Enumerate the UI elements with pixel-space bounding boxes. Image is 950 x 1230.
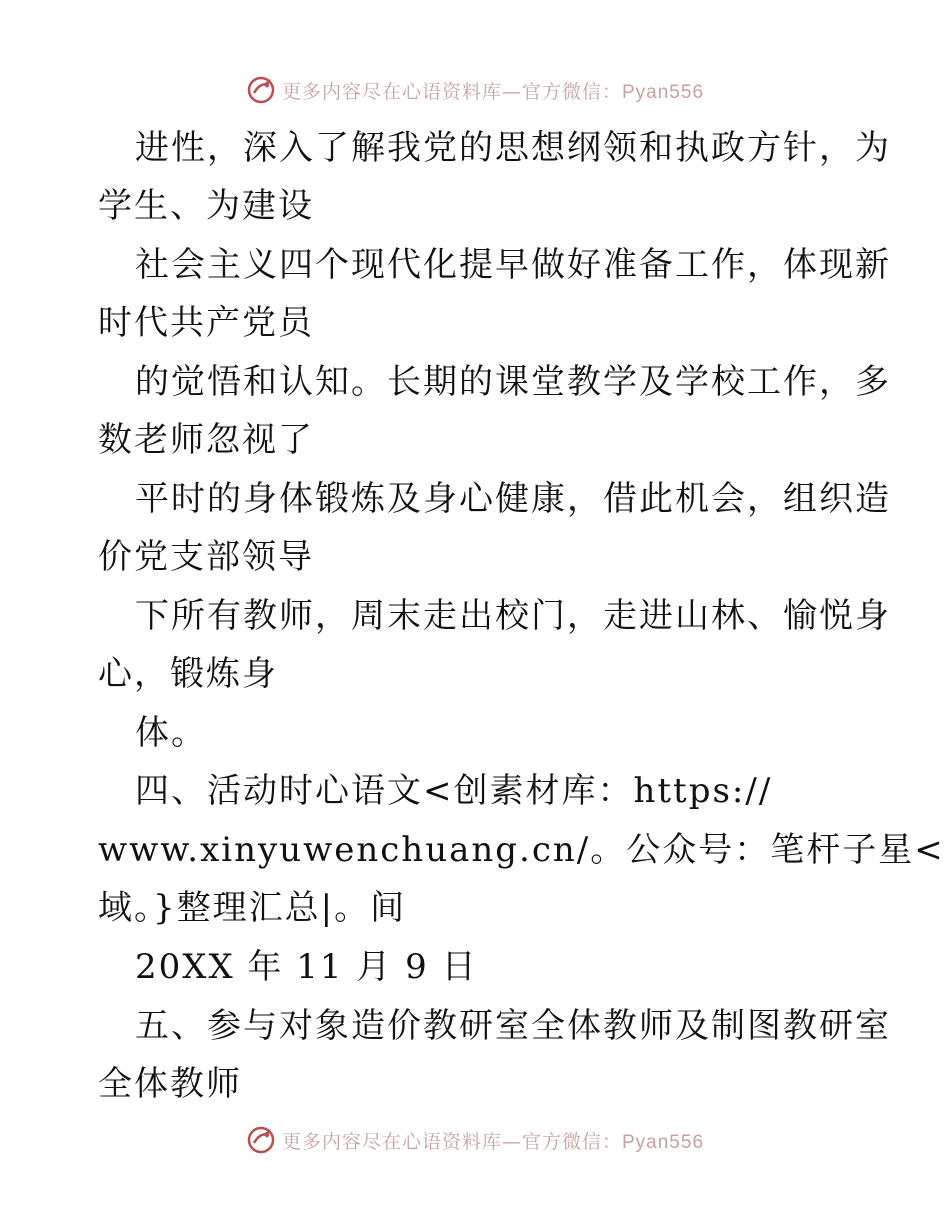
watermark-footer [0, 1120, 950, 1160]
text-line: 平时的身体锻炼及身心健康，借此机会，组织造 [135, 479, 891, 519]
text-line: 四、活动时心语文<创素材库：https:// [135, 771, 773, 811]
text-line: 全体教师 [98, 1064, 242, 1104]
watermark-text: 更多内容尽在心语资料库—官方微信：Pyan556 [281, 80, 705, 103]
logo-icon [246, 1125, 276, 1155]
text-line: 社会主义四个现代化提早做好准备工作，体现新 [135, 245, 891, 285]
date-line: 20XX 年 11 月 9 日 [135, 947, 478, 987]
text-line: 时代共产党员 [98, 303, 314, 343]
text-line: 的觉悟和认知。长期的课堂教学及学校工作，多 [135, 362, 891, 402]
text-line: 下所有教师，周末走出校门，走进山林、愉悦身 [135, 596, 891, 636]
text-line: 心，锻炼身 [98, 654, 278, 694]
text-line: www.xinyuwenchuang.cn/。公众号：笔杆子星< [98, 830, 945, 870]
text-line: 数老师忽视了 [98, 420, 314, 460]
text-line: 域。}整理汇总|。间 [98, 888, 407, 928]
text-line: 进性，深入了解我党的思想纲领和执政方针，为 [135, 128, 891, 168]
text-line: 价党支部领导 [98, 537, 314, 577]
text-line: 五、参与对象造价教研室全体教师及制图教研室 [135, 1006, 891, 1046]
text-line: 学生、为建设 [98, 186, 314, 226]
watermark-text: 更多内容尽在心语资料库—官方微信：Pyan556 [281, 1130, 705, 1153]
text-line: 体。 [135, 713, 207, 753]
